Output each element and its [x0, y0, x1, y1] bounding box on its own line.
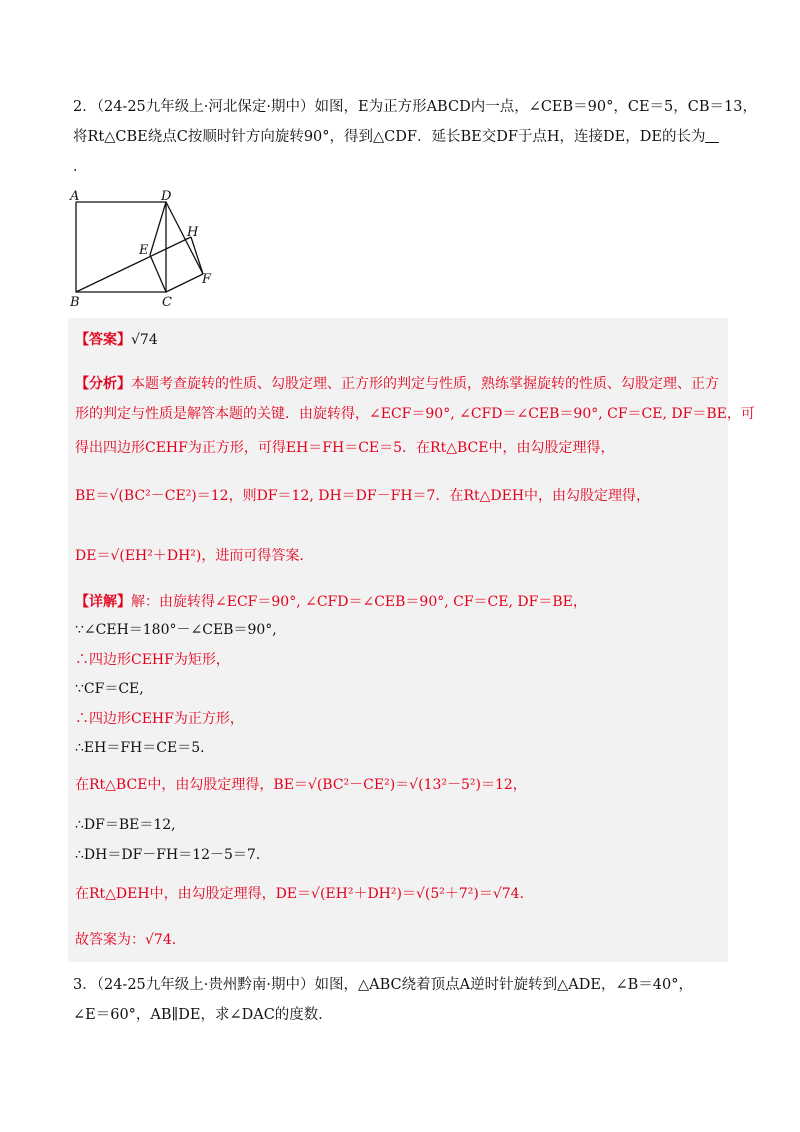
label-h: H	[187, 225, 199, 240]
label-f: F	[202, 272, 212, 287]
geometry-figure	[66, 188, 226, 308]
question-2-line-2	[73, 127, 719, 147]
answer-line	[75, 330, 158, 350]
analysis-line-4: BE＝√(BC²－CE²)＝12，则DF＝12, DH＝DF－FH＝7．在Rt△DEH中，由勾股定理得，	[75, 488, 651, 504]
question-3-line-2: ∠E＝60°，AB∥DE，求∠DAC的度数．	[73, 1007, 333, 1023]
analysis-line-3: 得出四边形CEHF为正方形，可得EH＝FH＝CE＝5．在Rt△BCE中，由勾股定理得，	[75, 440, 615, 456]
detail-tag: 【详解】	[75, 594, 131, 610]
segment-ce	[150, 255, 166, 292]
segment-de	[150, 202, 166, 255]
label-e: E	[139, 243, 149, 258]
segment-be-h	[76, 237, 191, 292]
detail-line-7: 在Rt△BCE中，由勾股定理得，BE＝√(BC²－CE²)＝√(13²－5²)＝12，	[75, 777, 527, 793]
label-a: A	[70, 189, 80, 204]
label-d: D	[161, 189, 172, 204]
analysis-line-1	[75, 374, 719, 394]
detail-line-9: ∴DH＝DF－FH＝12－5＝7.	[75, 847, 261, 863]
detail-text-1: 解：由旋转得∠ECF＝90°, ∠CFD＝∠CEB＝90°, CF＝CE, DF＝BE，	[131, 594, 587, 610]
detail-line-5: ∴四边形CEHF为正方形，	[75, 711, 244, 727]
answer-value: √74	[131, 332, 158, 348]
segment-cf	[166, 274, 203, 292]
analysis-tag: 【分析】	[75, 376, 131, 392]
analysis-line-5: DE＝√(EH²＋DH²)，进而可得答案．	[75, 548, 314, 564]
answer-blank	[705, 130, 719, 143]
detail-line-1	[75, 592, 587, 612]
detail-line-8: ∴DF＝BE＝12,	[75, 817, 176, 833]
detail-line-4: ∵CF＝CE,	[75, 681, 144, 697]
question-3-line-1: 3．（24-25九年级上·贵州黔南·期中）如图，△ABC绕着顶点A逆时针旋转到△ADE，∠B＝40°，	[73, 977, 693, 993]
question-2-line-3: ．	[73, 159, 88, 175]
detail-line-10: 在Rt△DEH中，由勾股定理得，DE＝√(EH²＋DH²)＝√(5²＋7²)＝√74．	[75, 886, 534, 902]
question-2-line-2-text: 将Rt△CBE绕点C按顺时针方向旋转90°，得到△CDF．延长BE交DF于点H，连接DE，DE的长为	[73, 129, 706, 145]
analysis-line-2: 形的判定与性质是解答本题的关键．由旋转得，∠ECF＝90°, ∠CFD＝∠CEB＝90°, CF＝CE, DF＝BE，可	[75, 406, 755, 422]
question-2-line-1: 2．（24-25九年级上·河北保定·期中）如图，E为正方形ABCD内一点，∠CEB＝90°，CE＝5，CB＝13，	[73, 99, 757, 115]
detail-line-11: 故答案为：√74．	[75, 932, 186, 948]
detail-line-2: ∵∠CEH＝180°－∠CEB＝90°,	[75, 622, 277, 638]
answer-tag: 【答案】	[75, 332, 131, 348]
detail-line-6: ∴EH＝FH＝CE＝5.	[75, 740, 205, 756]
analysis-text-1: 本题考查旋转的性质、勾股定理、正方形的判定与性质，熟练掌握旋转的性质、勾股定理、正方	[131, 376, 719, 392]
label-c: C	[162, 295, 172, 308]
detail-line-3: ∴四边形CEHF为矩形，	[75, 652, 230, 668]
label-b: B	[70, 295, 80, 308]
